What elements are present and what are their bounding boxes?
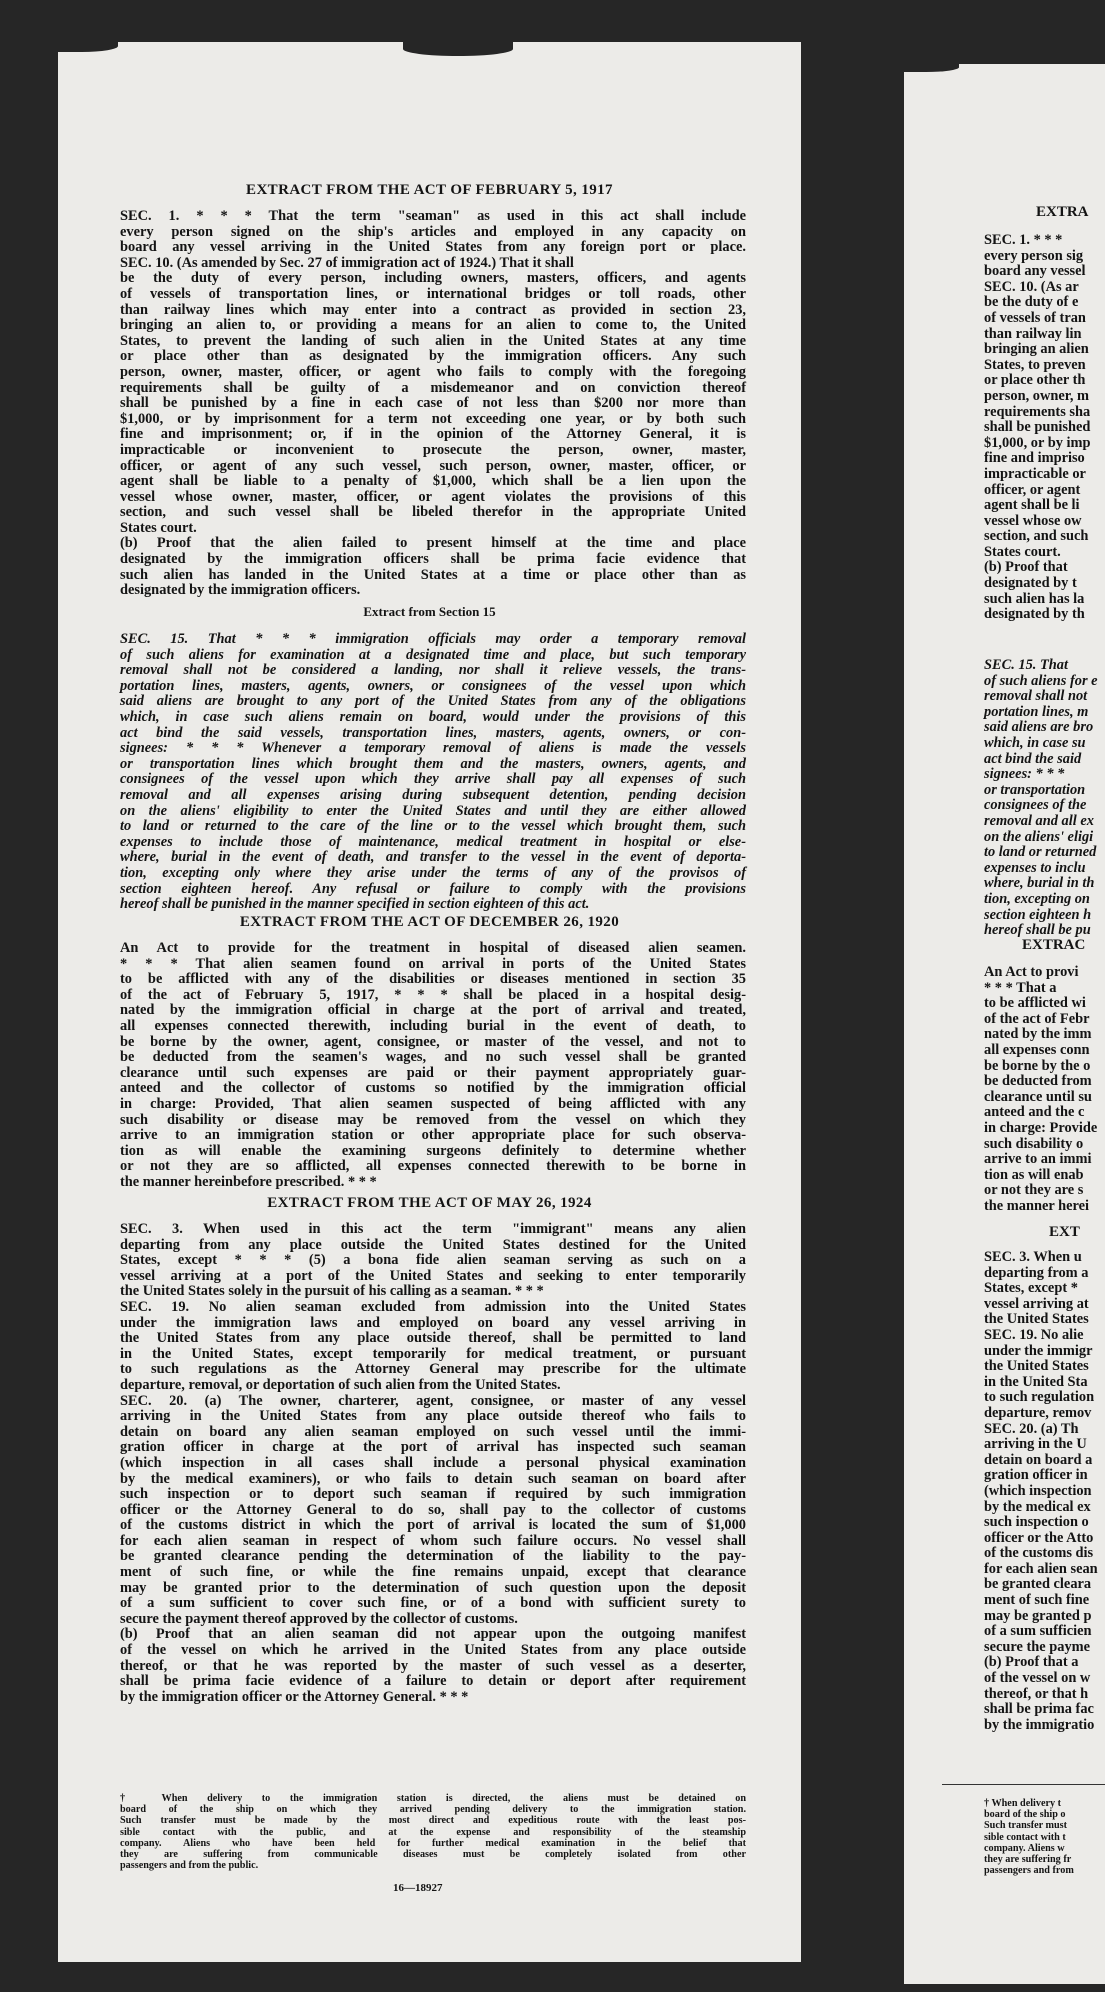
text-line: removal and all ex [984,812,1094,829]
side-text-block-3 [984,965,1105,1215]
text-line: passengers and from [984,1865,1074,1877]
side-heading-1: EXTRA [1036,204,1089,220]
text-line: signees: * * * Whenever a temporary removal of aliens is made the vessels [120,740,746,757]
text-line: in the United States, except temporarily for medical treatment, or pursuant [120,1345,746,1362]
text-line: by the immigration officer or the Attorney General. * * * [120,1688,469,1705]
text-line: detain on board a [984,1451,1093,1468]
text-line: section, and such vessel shall be libeled therefor in the appropriate United [120,504,746,521]
text-line: officer or the Attorney General to do so, shall pay to the collector of customs [120,1501,746,1518]
text-line: be deducted from the seamen's wages, and no such vessel shall be granted [120,1049,746,1066]
text-line: than railway lines which may enter into a contract as provided in section 23, [120,301,746,318]
text-line: consignees of the [984,797,1087,814]
text-line: † When delivery t [984,1798,1062,1809]
text-line: $1,000, or by imp [984,434,1091,451]
text-line: shall be punished by a fine in each case of not less than $200 nor more than [120,395,746,412]
text-line: (b) Proof that the alien failed to present himself at the time and place [120,535,746,552]
text-line: shall be punished [984,419,1091,436]
text-line: of the customs district in which the port of arrival is located the sum of $1,000 [120,1517,746,1534]
text-line: bringing an alien [984,341,1089,358]
text-line: to be afflicted wi [984,995,1086,1012]
text-line: may be granted prior to the determination of such question upon the deposit [120,1579,746,1596]
text-line: departing from a [984,1264,1089,1281]
text-line: they are suffering fr [984,1854,1072,1866]
text-line: in the United Sta [984,1373,1088,1390]
text-line: of vessels of transportation lines, or international bridges or toll roads, other [120,285,746,302]
text-line: in charge: Provided, That alien seamen suspected of being afflicted with any [120,1095,746,1112]
text-line: of such aliens for examination at a designated time and place, but such temporary [120,646,746,663]
text-line: which, in case such aliens remain on board, would under the provisions of this [120,708,746,725]
text-line: which, in case su [984,734,1086,751]
text-line: arriving in the United States from any place outside thereof who fails to [120,1408,746,1425]
text-line: designated by th [984,606,1085,623]
text-line: impracticable or [984,465,1086,482]
text-line: designated by the immigration officers. [120,582,361,599]
torn-edge-mark [403,42,513,56]
text-line: SEC. 20. (a) The owner, charterer, agent, consignee, or master of any vessel [120,1392,746,1409]
text-line: act bind the said [984,750,1082,767]
text-line: (b) Proof that [984,559,1068,576]
text-line: the United States [984,1358,1089,1375]
text-line: Such transfer must [984,1820,1068,1832]
text-line: States, to preven [984,356,1086,373]
text-line: officer, or agent [984,481,1081,498]
text-line: designated by t [984,575,1077,592]
text-line: of the vessel on w [984,1670,1091,1687]
text-line: * * * That a [984,979,1057,996]
text-line: nated by the immigration official in charge at the port of arrival and treated, [120,1002,746,1019]
text-line: to land or returned [984,844,1097,861]
text-line: secure the payme [984,1638,1091,1655]
text-line: board of the ship on which they arrived pending delivery to the immigration station. [120,1804,746,1816]
text-line: in charge: Provide [984,1119,1098,1136]
text-line: board of the ship o [984,1809,1066,1821]
text-line: be borne by the o [984,1057,1091,1074]
text-line: by the medical examiners), or who fails to detain such seaman on board after [120,1470,746,1487]
text-line: such inspection o [984,1514,1089,1531]
text-line: SEC. 10. (As amended by Sec. 27 of immigration act of 1924.) That it shall [120,254,574,271]
text-line: of the act of February 5, 1917, * * * shall be placed in a hospital desig- [120,986,746,1003]
text-block-act-may-1924 [120,1222,746,1705]
text-line: removal shall not [984,688,1088,705]
text-line: all expenses connected therewith, including burial in the event of death, to [120,1017,746,1034]
text-line: departing from any place outside the United States destined for the United [120,1236,746,1253]
text-line: section eighteen h [984,906,1092,923]
text-line: or transportation [984,781,1086,798]
text-line: under the immigration laws and employed on board any vessel arriving in [120,1314,746,1331]
text-line: hereof shall be punished in the manner specified in section eighteen of this act. [120,896,590,913]
text-line: of the act of Febr [984,1010,1090,1027]
text-line: (which inspection [984,1482,1092,1499]
text-line: or not they are so afflicted, all expenses connected therewith to be borne in [120,1158,746,1175]
text-line: gration officer in charge at the port of arrival has inspected such seaman [120,1439,746,1456]
text-line: board any vessel [984,263,1086,280]
text-line: fine and imprisonment; or, if in the opinion of the Attorney General, it is [120,426,746,443]
text-line: SEC. 1. * * * [984,232,1063,248]
heading-act-feb-1917: EXTRACT FROM THE ACT OF FEBRUARY 5, 1917 [246,182,613,198]
text-line: nated by the imm [984,1026,1092,1043]
text-line: such alien has landed in the United States at a time or place other than as [120,566,746,583]
text-line: of such aliens for e [984,672,1098,689]
text-line: passengers and from the public. [120,1860,259,1872]
text-line: by the medical ex [984,1498,1091,1515]
text-line: of a sum sufficient to cover such fine, or of a bond with sufficient surety to [120,1595,746,1612]
text-line: the United States solely in the pursuit of his calling as a seaman. * * * [120,1283,544,1300]
torn-edge-mark [904,64,959,72]
text-line: anteed and the c [984,1104,1085,1121]
torn-edge-mark [58,42,118,52]
text-line: An Act to provide for the treatment in hospital of diseased alien seamen. [120,940,746,956]
text-block-section-15 [120,632,746,913]
text-line: every person sig [984,247,1084,264]
text-line: by the immigratio [984,1716,1095,1733]
text-line: removal and all expenses arising during subsequent detention, pending decision [120,786,746,803]
text-line: arrive to an immi [984,1151,1092,1168]
text-line: arrive to an immigration station or other appropriate place for such observa- [120,1127,746,1144]
side-text-block-1 [984,233,1105,623]
text-line: vessel whose owner, master, officer, or agent violates the provisions of this [120,488,746,505]
text-line: consignees of the vessel upon which they arrive shall pay all expenses of such [120,771,746,788]
text-line: every person signed on the ship's articles and employed in any capacity on [120,223,746,240]
text-line: company. Aliens who have been held for further medical examination in the belief that [120,1837,746,1849]
text-line: company. Aliens w [984,1842,1065,1854]
text-line: SEC. 1. * * * That the term "seaman" as used in this act shall include [120,208,746,224]
text-line: ment of such fine, or while the fine remains unpaid, except that clearance [120,1564,746,1581]
text-line: such inspection or to deport such seaman if required by such immigration [120,1486,746,1503]
side-text-block-2 [984,658,1105,939]
text-line: the United States from any place outside thereof, shall be permitted to land [120,1330,746,1347]
text-line: agent shall be liable to a penalty of $1,000, which shall be a lien upon the [120,473,746,490]
text-line: impracticable or inconvenient to prosecute the person, owner, master, [120,441,746,458]
text-line: be the duty of e [984,294,1079,311]
text-line: (b) Proof that a [984,1654,1079,1671]
text-line: removal shall not be considered a landing, nor shall it relieve vessels, the trans- [120,662,746,679]
text-line: States, except * * * (5) a bona fide alien seaman serving as such on a [120,1252,746,1269]
text-line: of the customs dis [984,1545,1094,1562]
text-line: such disability o [984,1135,1084,1152]
text-line: portation lines, m [984,703,1089,720]
text-line: to be afflicted with any of the disabilities or diseases mentioned in section 35 [120,971,746,988]
text-line: clearance until su [984,1088,1092,1105]
text-line: States, except * [984,1280,1078,1297]
text-line: section, and such [984,528,1089,545]
text-line: said aliens are bro [984,719,1094,736]
text-line: vessel arriving at a port of the United States and seeking to enter temporarily [120,1267,746,1284]
text-line: tion as will enable the examining surgeons definitely to determine whether [120,1142,746,1159]
text-line: section eighteen hereof. Any refusal or failure to comply with the provisions [120,880,746,897]
text-line: all expenses conn [984,1041,1090,1058]
text-line: of the vessel on which he arrived in the United States from any place outside [120,1642,746,1659]
text-line: be the duty of every person, including owners, masters, officers, and agents [120,270,746,287]
text-line: vessel arriving at [984,1295,1089,1312]
text-line: departure, remov [984,1404,1092,1421]
text-block-act-dec-1920 [120,941,746,1191]
text-line: shall be prima facie evidence of a failure to detain or deport after requirement [120,1673,746,1690]
text-line: be deducted from [984,1073,1092,1090]
text-line: arriving in the U [984,1436,1087,1453]
text-line: or transportation lines which brought them and the masters, owners, agents, and [120,755,746,772]
text-line: person, owner, master, officer, or agent who fails to comply with the foregoing [120,363,746,380]
text-line: expenses to include those of maintenance, medical treatment in hospital or else- [120,833,746,850]
text-line: gration officer in [984,1467,1088,1484]
text-line: (which inspection in all cases shall include a personal physical examination [120,1454,746,1471]
text-line: may be granted p [984,1607,1092,1624]
side-footnote [984,1798,1105,1876]
text-line: such disability or disease may be removed from the vessel on which they [120,1111,746,1128]
text-line: of a sum sufficien [984,1623,1092,1640]
text-line: thereof, or that h [984,1685,1089,1702]
text-line: to such regulation [984,1389,1095,1406]
text-line: requirements shall be guilty of a misdemeanor and on conviction thereof [120,379,746,396]
text-line: said aliens are brought to any port of the United States from any of the obligations [120,693,746,710]
text-line: for each alien seaman in respect of whom such failure occurs. No vessel shall [120,1532,746,1549]
text-line: anteed and the collector of customs so notified by the immigration official [120,1080,746,1097]
text-line: be granted cleara [984,1576,1092,1593]
text-line: be borne by the owner, agent, consignee, or master of the vessel, and not to [120,1033,746,1050]
text-line: An Act to provi [984,964,1079,980]
text-line: States court. [984,543,1061,560]
text-line: departure, removal, or deportation of such alien from the United States. [120,1376,561,1393]
text-block-act-feb-1917 [120,209,746,599]
text-line: tion as will enab [984,1166,1084,1183]
text-line: hereof shall be pu [984,922,1091,939]
document-page-side [904,64,1105,1984]
text-line: (b) Proof that an alien seaman did not appear upon the outgoing manifest [120,1626,746,1643]
text-line: fine and impriso [984,450,1085,467]
page-number: 16—18927 [393,1882,443,1894]
text-line: detain on board any alien seaman employed on such vessel until the immi- [120,1423,746,1440]
side-heading-3: EXT [1049,1224,1080,1240]
text-line: the United States [984,1311,1089,1328]
text-line: the manner hereinbefore prescribed. * * * [120,1173,377,1190]
text-line: or not they are s [984,1182,1084,1199]
heading-section-15: Extract from Section 15 [363,604,496,619]
text-line: * * * That alien seamen found on arrival in ports of the United States [120,955,746,972]
text-line: than railway lin [984,325,1082,342]
text-line: † When delivery to the immigration station is directed, the aliens must be detained on [120,1793,746,1804]
text-line: SEC. 3. When u [984,1249,1082,1265]
text-line: on the aliens' eligibility to enter the United States and until they are either allowed [120,802,746,819]
text-line: SEC. 19. No alie [984,1326,1084,1343]
text-line: States court. [120,519,197,536]
document-page-main [58,42,801,1962]
text-line: portation lines, masters, agents, owners, or consignees of the vessel upon which [120,677,746,694]
side-text-block-4 [984,1250,1105,1733]
text-line: or place other th [984,372,1086,389]
text-line: or place other than as designated by the immigration officers. Any such [120,348,746,365]
text-line: board any vessel arriving in the United States from any foreign port or place. [120,239,746,256]
text-line: SEC. 15. That * * * immigration officials may order a temporary removal [120,631,746,647]
text-line: act bind the said vessels, transportation lines, masters, agents, owners, or con- [120,724,746,741]
text-line: secure the payment thereof approved by the collector of customs. [120,1610,518,1627]
text-line: where, burial in th [984,875,1095,892]
footnote-rule [942,1784,1105,1785]
text-line: sible contact with the public, and at the expense and responsibility of the steamship [120,1826,746,1838]
heading-act-may-1924: EXTRACT FROM THE ACT OF MAY 26, 1924 [267,1195,592,1211]
text-line: be granted clearance pending the determination of the liability to the pay- [120,1548,746,1565]
text-line: bringing an alien to, or providing a means for an alien to come to, the United [120,317,746,334]
text-line: to land or returned to the care of the line or to the vessel which brought them, such [120,818,746,835]
text-line: person, owner, m [984,387,1089,404]
text-line: under the immigr [984,1342,1093,1359]
text-line: SEC. 10. (As ar [984,278,1079,295]
text-line: where, burial in the event of death, and transfer to the vessel in the event of deporta- [120,849,746,866]
text-line: for each alien sean [984,1560,1098,1577]
text-line: of vessels of tran [984,309,1086,326]
text-line: ment of such fine [984,1592,1090,1609]
text-line: sible contact with t [984,1831,1066,1843]
text-line: Such transfer must be made by the most direct and expeditious route with the least pos- [120,1815,746,1827]
text-line: signees: * * * [984,766,1065,783]
text-line: $1,000, or by imprisonment for a term not exceeding one year, or by both such [120,410,746,427]
text-line: thereof, or that he was reported by the master of such vessel as a deserter, [120,1657,746,1674]
text-line: SEC. 15. That [984,657,1068,673]
text-line: officer or the Atto [984,1529,1094,1546]
text-line: on the aliens' eligi [984,828,1094,845]
text-line: shall be prima fac [984,1701,1094,1718]
text-line: tion, excepting only where they arise under the terms of any of the provisos of [120,864,746,881]
text-line: SEC. 3. When used in this act the term "immigrant" means any alien [120,1221,746,1237]
text-line: clearance until such expenses are paid or their payment appropriately guar- [120,1064,746,1081]
text-line: agent shall be li [984,497,1080,514]
text-line: the manner herei [984,1197,1089,1214]
text-line: they are suffering from communicable diseases must be completely isolated from other [120,1849,746,1861]
footnote [120,1793,746,1871]
text-line: officer, or agent of any such vessel, such person, owner, master, officer, or [120,457,746,474]
text-line: States, to prevent the landing of such alien in the United States at any time [120,332,746,349]
text-line: such alien has la [984,590,1085,607]
side-heading-2: EXTRAC [1022,937,1086,953]
text-line: designated by the immigration officers shall be prima facie evidence that [120,551,746,568]
heading-act-dec-1920: EXTRACT FROM THE ACT OF DECEMBER 26, 1920 [239,914,620,930]
text-line: vessel whose ow [984,512,1082,529]
text-line: SEC. 19. No alien seaman excluded from admission into the United States [120,1298,746,1315]
text-line: to such regulations as the Attorney General may prescribe for the ultimate [120,1361,746,1378]
text-line: requirements sha [984,403,1091,420]
text-line: tion, excepting on [984,890,1090,907]
text-line: SEC. 20. (a) Th [984,1420,1079,1437]
text-line: expenses to inclu [984,859,1086,876]
